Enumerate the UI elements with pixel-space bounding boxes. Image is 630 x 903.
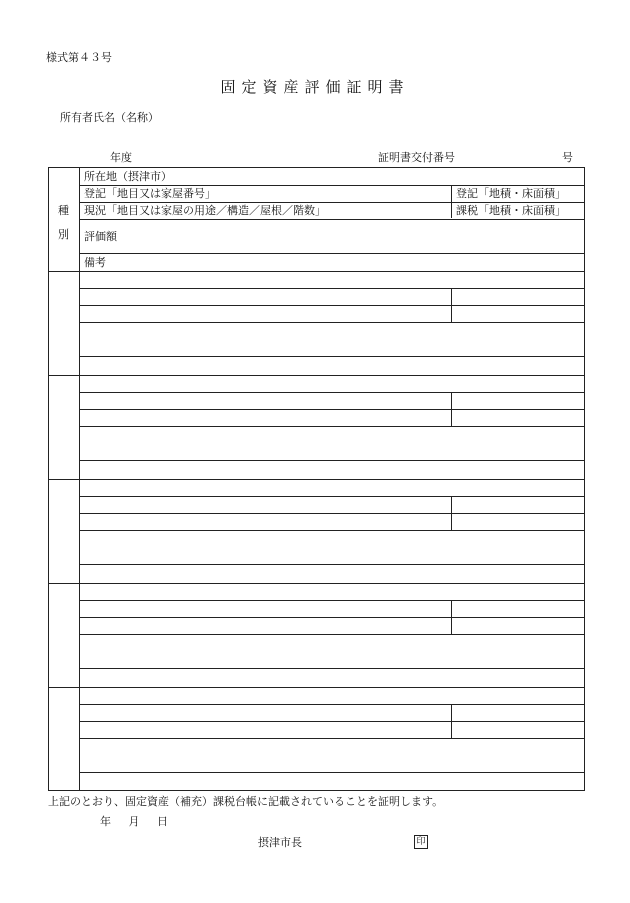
record-row-divider [79,288,585,289]
record-row-divider [79,460,585,461]
record-row-divider [79,496,585,497]
certificate-number-label: 証明書交付番号 [378,151,455,164]
official-seal-mark: 印 [414,835,428,849]
number-suffix: 号 [562,151,573,164]
record-row-divider [79,600,585,601]
header-row-divider [79,219,585,220]
header-row-divider [79,185,585,186]
record-row-divider [79,392,585,393]
kind-label-bottom: 別 [58,228,69,241]
record-area-divider [451,600,452,634]
record-row-divider [79,704,585,705]
record-row-divider [79,721,585,722]
record-row-divider [79,530,585,531]
kind-label-top: 種 [58,204,69,217]
form-number: 様式第４３号 [46,51,112,64]
location-label: 所在地（摂津市） [84,170,172,183]
owner-name-label: 所有者氏名（名称） [60,111,159,124]
record-block-separator [49,583,585,584]
record-area-divider [451,392,452,426]
header-block-bottom [49,271,585,272]
registered-category-label: 登記「地目又は家屋番号」 [84,187,216,200]
document-title: 固定資産評価証明書 [220,78,410,96]
certification-statement: 上記のとおり、固定資産（補充）課税台帳に記載されていることを証明します。 [48,795,444,808]
record-row-divider [79,426,585,427]
record-row-divider [79,772,585,773]
header-row-divider [79,253,585,254]
issue-date-line: 年 月 日 [100,815,168,828]
record-block-separator [49,375,585,376]
property-evaluation-table [48,167,585,791]
record-row-divider [79,617,585,618]
registered-area-label: 登記「地積・床面積」 [456,187,566,200]
taxable-area-label: 課税「地積・床面積」 [456,204,566,217]
record-block-separator [49,479,585,480]
record-row-divider [79,738,585,739]
current-status-label: 現況「地目又は家屋の用途／構造／屋根／階数」 [84,204,326,217]
record-row-divider [79,356,585,357]
record-row-divider [79,513,585,514]
record-area-divider [451,288,452,322]
record-row-divider [79,409,585,410]
header-row-divider [79,202,585,203]
mayor-title: 摂津市長 [258,836,302,849]
remarks-label: 備考 [84,256,106,269]
assessed-value-label: 評価額 [84,230,117,243]
record-row-divider [79,305,585,306]
record-row-divider [79,668,585,669]
record-row-divider [79,564,585,565]
record-area-divider [451,496,452,530]
record-row-divider [79,634,585,635]
record-block-separator [49,687,585,688]
record-area-divider [451,704,452,738]
record-row-divider [79,322,585,323]
fiscal-year-label: 年度 [110,151,132,164]
